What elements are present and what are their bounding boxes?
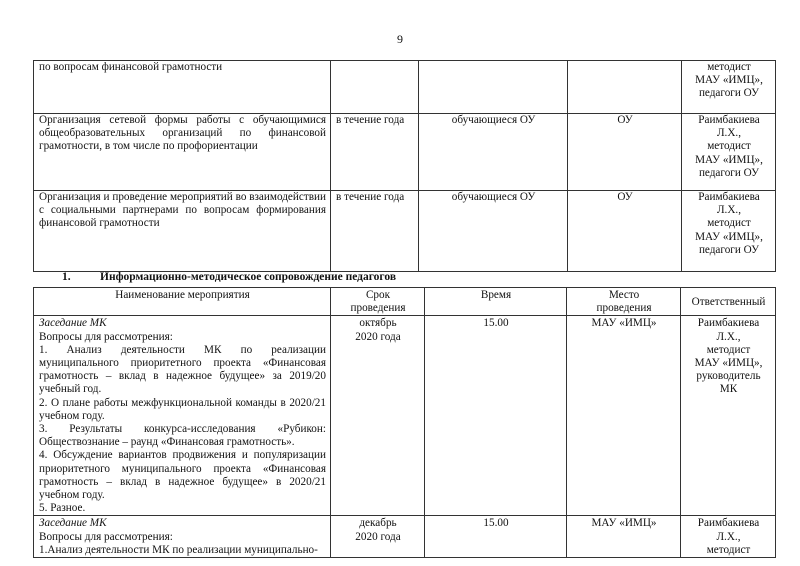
event-intro: Вопросы для рассмотрения: (39, 530, 173, 543)
table-header-row (34, 288, 776, 316)
responsible-line: МАУ «ИМЦ», (694, 357, 763, 370)
responsible-line: Л.Х., (716, 330, 741, 343)
header-term-line: Срок (365, 289, 391, 301)
event-intro: Вопросы для рассмотрения: (39, 330, 173, 343)
header-responsible: Ответственный (681, 288, 776, 316)
header-term-line: проведения (350, 302, 406, 315)
responsible-line: методист (706, 343, 751, 356)
header-place-line: Место (608, 289, 640, 301)
header-place-line: проведения (596, 302, 652, 315)
responsible-line: МАУ «ИМЦ», (695, 153, 763, 166)
responsible-line: Раимбакиева (698, 114, 760, 126)
place-cell (568, 61, 682, 114)
term-line: декабрь (359, 517, 397, 530)
table-row (34, 114, 776, 191)
table-row (34, 191, 776, 272)
section-title: Информационно-методическое сопровождение педагогов (100, 271, 397, 283)
page-number: 9 (397, 32, 403, 46)
place-cell: ОУ (568, 191, 682, 272)
responsible-line: методист (706, 543, 751, 556)
term-line: 2020 года (355, 330, 401, 343)
agenda-item: 5. Разное. (39, 502, 86, 515)
header-time: Время (425, 288, 567, 316)
term-cell (331, 61, 419, 114)
responsible-line: педагоги ОУ (698, 243, 760, 256)
agenda-item: 2. О плане работы межфункциональной команды в 2020/21 учебном году. (39, 396, 326, 422)
term-cell (331, 516, 425, 558)
term-line: октябрь (359, 317, 397, 330)
time-cell: 15.00 (425, 316, 567, 516)
responsible-line: методист (707, 140, 751, 153)
responsible-cell (682, 61, 776, 114)
place-cell: МАУ «ИМЦ» (567, 316, 681, 516)
responsible-line: МАУ «ИМЦ», (695, 74, 763, 87)
participants-cell: обучающиеся ОУ (419, 191, 568, 272)
event-name-cell: по вопросам финансовой грамотности (34, 61, 331, 114)
event-name-cell: Организация сетевой формы работы с обучающимися общеобразовательных организаций по финансовой грамотности, в том числе по профориентации (34, 114, 331, 191)
responsible-cell (682, 114, 776, 191)
responsible-line: методист (707, 217, 751, 230)
responsible-line: МК (719, 383, 738, 396)
agenda-item: 3. Результаты конкурса-исследования «Рубикон: Обществознание – раунд «Финансовая грамотность». (39, 423, 326, 449)
term-cell: в течение года (331, 114, 419, 191)
term-line: 2020 года (355, 530, 401, 543)
methodical-support-table (33, 287, 776, 558)
place-cell: МАУ «ИМЦ» (567, 516, 681, 558)
header-term (331, 288, 425, 316)
participants-cell (419, 61, 568, 114)
header-place (567, 288, 681, 316)
event-name-cell (34, 516, 331, 558)
responsible-line: Л.Х., (716, 530, 741, 543)
agenda-item: 4. Обсуждение вариантов продвижения и популяризации приоритетного муниципального проекта «Финансовая грамотность – вклад в надежное будущее» в 2020/21 учебном году. (39, 449, 326, 502)
term-cell (331, 316, 425, 516)
responsible-line: Л.Х., (716, 127, 742, 140)
event-name-cell: Организация и проведение мероприятий во взаимодействии с социальными партнерами по вопросам формирования финансовой грамотности (34, 191, 331, 272)
responsible-line: Раимбакиева (697, 517, 760, 530)
section-number: 1. (62, 271, 71, 283)
event-title: Заседание МК (39, 517, 107, 530)
responsible-line: педагоги ОУ (698, 166, 760, 179)
responsible-cell (682, 191, 776, 272)
event-name-cell (34, 316, 331, 516)
table-row (34, 516, 776, 558)
responsible-line: руководитель (696, 370, 761, 383)
responsible-line: МАУ «ИМЦ», (695, 230, 763, 243)
responsible-line: Раимбакиева (698, 191, 760, 203)
events-table-continued (33, 60, 776, 272)
responsible-line: методист (707, 61, 751, 73)
term-cell: в течение года (331, 191, 419, 272)
responsible-line: педагоги ОУ (698, 87, 760, 100)
event-title: Заседание МК (39, 317, 107, 330)
table-row (34, 61, 776, 114)
place-cell: ОУ (568, 114, 682, 191)
responsible-cell (681, 516, 776, 558)
responsible-cell (681, 316, 776, 516)
time-cell: 15.00 (425, 516, 567, 558)
section-heading (62, 271, 396, 284)
agenda-item: 1. Анализ деятельности МК по реализации муниципального приоритетного проекта «Финансовая грамотность – вклад в надежное будущее» за 2019/20 учебный год. (39, 343, 326, 396)
participants-cell: обучающиеся ОУ (419, 114, 568, 191)
agenda-item: 1.Анализ деятельности МК по реализации муниципально- (39, 543, 318, 556)
table-row (34, 316, 776, 516)
header-event-name: Наименование мероприятия (34, 288, 331, 316)
responsible-line: Л.Х., (716, 204, 742, 217)
responsible-line: Раимбакиева (697, 317, 760, 330)
